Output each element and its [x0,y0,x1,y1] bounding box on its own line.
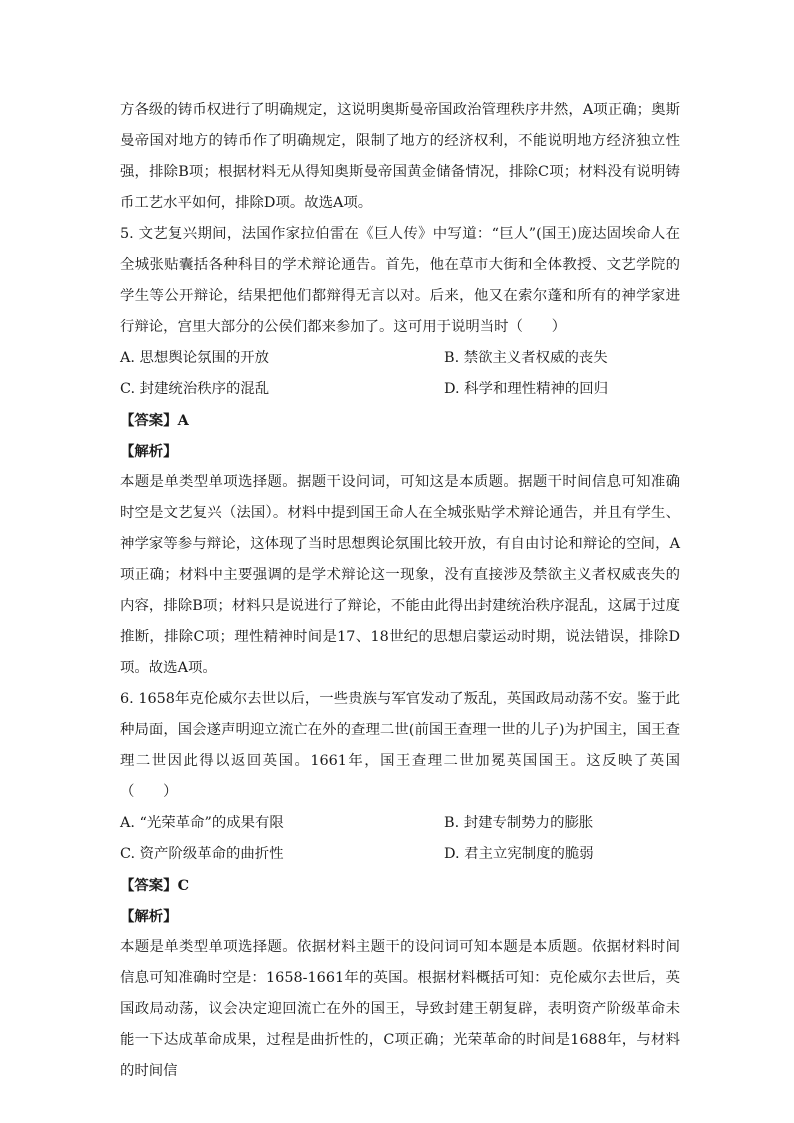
question-5-option-c: C. 封建统治秩序的混乱 [120,381,270,397]
question-6-option-c: C. 资产阶级革命的曲折性 [120,846,284,862]
question-6-analysis-label: 【解析】 [120,908,178,925]
question-6-option-b: B. 封建专制势力的膨胀 [444,815,594,831]
question-5-options-row-1 [120,343,680,374]
question-6-options-row-1 [120,808,680,839]
question-5-option-a: A. 思想舆论氛围的开放 [120,350,270,366]
question-6-options-row-2 [120,839,680,870]
question-6-stem: 6. 1658年克伦威尔去世以后，一些贵族与军官发动了叛乱，英国政局动荡不安。鉴于此种局面，国会遂声明迎立流亡在外的查理二世(前国王查理一世的儿子)为护国主，国王查理二世因此得以返回英国。1661年，国王查理二世加冕英国国王。这反映了英国（ ） [120,691,680,800]
question-5 [120,219,680,684]
question-5-analysis: 本题是单类型单项选择题。据题干设问词，可知这是本质题。据题干时间信息可知准确时空是文艺复兴（法国）。材料中提到国王命人在全城张贴学术辩论通告，并且有学生、神学家等参与辩论，这体现了当时思想舆论氛围比较开放，有自由讨论和辩论的空间，A项正确；材料中主要强调的是学术辩论这一现象，没有直接涉及禁欲主义者权威丧失的内容，排除B项；材料只是说进行了辩论，不能由此得出封建统治秩序混乱，这属于过度推断，排除C项；理性精神时间是17、18世纪的思想启蒙运动时期，说法错误，排除D项。故选A项。 [120,474,680,676]
question-5-option-b: B. 禁欲主义者权威的丧失 [444,350,608,366]
document-body [120,95,680,1087]
question-5-option-d: D. 科学和理性精神的回归 [444,381,609,397]
question-6-answer: 【答案】C [120,877,190,894]
question-6-option-a: A. “光荣革命”的成果有限 [120,815,284,831]
question-5-analysis-label: 【解析】 [120,443,178,460]
question-6 [120,684,680,1087]
continuation-paragraph: 方各级的铸币权进行了明确规定，这说明奥斯曼帝国政治管理秩序井然，A项正确；奥斯曼帝国对地方的铸币作了明确规定，限制了地方的经济权利，不能说明地方经济独立性强，排除B项；根据材料无从得知奥斯曼帝国黄金储备情况，排除C项；材料没有说明铸币工艺水平如何，排除D项。故选A项。 [120,102,680,211]
question-6-analysis: 本题是单类型单项选择题。依据材料主题干的设问词可知本题是本质题。依据材料时间信息可知准确时空是：1658-1661年的英国。根据材料概括可知：克伦威尔去世后，英国政局动荡，议会决定迎回流亡在外的国王，导致封建王朝复辟，表明资产阶级革命未能一下达成革命成果，过程是曲折性的，C项正确；光荣革命的时间是1688年，与材料的时间信 [120,939,680,1079]
question-6-option-d: D. 君主立宪制度的脆弱 [444,846,594,862]
question-5-answer: 【答案】A [120,412,189,429]
question-5-stem: 5. 文艺复兴期间，法国作家拉伯雷在《巨人传》中写道：“巨人”(国王)庞达固埃命人在全城张贴囊括各种科目的学术辩论通告。首先，他在草市大街和全体教授、文艺学院的学生等公开辩论，结果把他们都辩得无言以对。后来，他又在索尔蓬和所有的神学家进行辩论，宫里大部分的公侯们都来参加了。这可用于说明当时（ ） [120,226,680,335]
question-5-options-row-2 [120,374,680,405]
